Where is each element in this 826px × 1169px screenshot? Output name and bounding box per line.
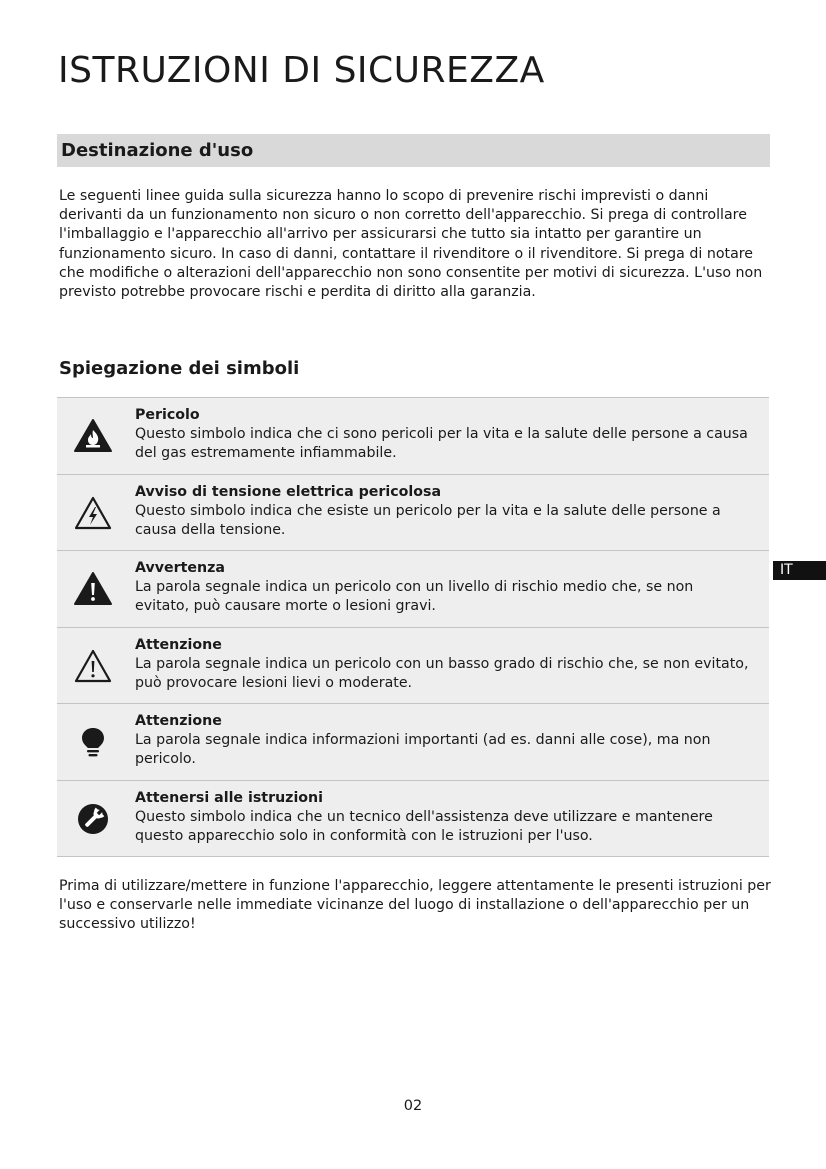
symbol-name: Pericolo	[135, 407, 200, 423]
symbol-row	[57, 551, 769, 628]
symbol-row	[57, 398, 769, 475]
section-heading-bar	[57, 134, 770, 167]
symbol-row	[57, 781, 769, 858]
symbol-name: Avvertenza	[135, 560, 225, 576]
symbols-heading: Spiegazione dei simboli	[59, 358, 300, 379]
symbol-description: Questo simbolo indica che ci sono pericoli per la vita e la salute delle persone a causa del gas estremamente infiammabile.	[135, 426, 748, 461]
intro-paragraph: Le seguenti linee guida sulla sicurezza hanno lo scopo di prevenire rischi imprevisti o danni derivanti da un funzionamento non sicuro o non corretto dell'apparecchio. Si prega di controllare l'imballaggio e l'apparecchio all'arrivo per assicurarsi che tutto sia intatto per garantire un funzionamento sicuro. In caso di danni, contattare il rivenditore o il rivenditore. Si prega di notare che modifiche o alterazioni dell'apparecchio non sono consentite per motivi di sicurezza. L'uso non previsto potrebbe provocare rischi e perdita di diritto alla garanzia.	[59, 188, 763, 301]
symbol-name: Avviso di tensione elettrica pericolosa	[135, 483, 442, 500]
electric-shock-warning-icon	[73, 495, 113, 531]
symbols-table	[57, 397, 769, 857]
wrench-icon	[73, 801, 113, 837]
closing-paragraph: Prima di utilizzare/mettere in funzione l'apparecchio, leggere attentamente le presenti istruzioni per l'uso e conservarle nelle immediate vicinanze del luogo di installazione o dell'apparecchio per un successivo utilizzo!	[59, 878, 771, 933]
symbol-description: Questo simbolo indica che un tecnico dell'assistenza deve utilizzare e mantenere questo apparecchio solo in conformità con le istruzioni per l'uso.	[135, 808, 713, 844]
symbol-description: La parola segnale indica un pericolo con un basso grado di rischio che, se non evitato, può provocare lesioni lievi o moderate.	[135, 655, 749, 691]
symbol-name: Attenzione	[135, 636, 222, 653]
symbol-name: Attenersi alle istruzioni	[135, 789, 324, 806]
lightbulb-icon	[73, 724, 113, 760]
symbol-row	[57, 475, 769, 552]
caution-outline-icon	[73, 648, 113, 684]
symbol-description: La parola segnale indica informazioni importanti (ad es. danni alle cose), ma non pericolo.	[135, 732, 711, 767]
symbol-description: La parola segnale indica un pericolo con un livello di rischio medio che, se non evitato, può causare morte o lesioni gravi.	[135, 579, 694, 614]
flammable-warning-icon	[73, 418, 113, 454]
warning-filled-icon	[73, 571, 113, 607]
symbol-row	[57, 704, 769, 781]
symbol-name: Attenzione	[135, 713, 222, 729]
page-title: ISTRUZIONI DI SICUREZZA	[58, 50, 545, 91]
page-number: 02	[403, 1098, 423, 1114]
symbol-row	[57, 628, 769, 705]
language-tab: IT	[773, 561, 826, 580]
section-heading: Destinazione d'uso	[61, 140, 254, 161]
symbol-description: Questo simbolo indica che esiste un pericolo per la vita e la salute delle persone a causa della tensione.	[135, 502, 721, 538]
